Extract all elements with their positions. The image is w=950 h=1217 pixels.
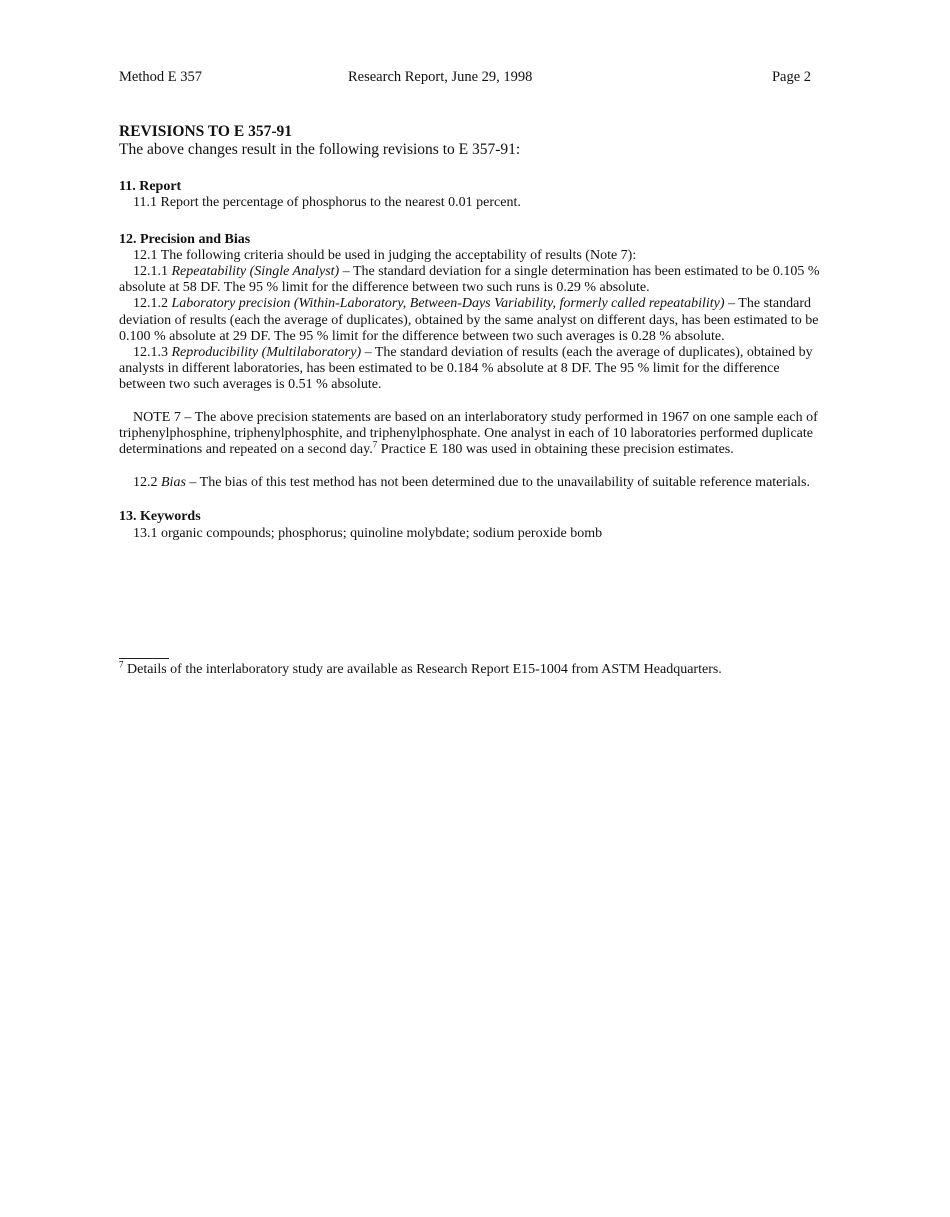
footnote-text: Details of the interlaboratory study are available as Research Report E15-1004 from ASTM Headquarters. [123,662,722,677]
lab-precision-paragraph [119,296,826,345]
header-page-number: Page 2 [771,69,811,85]
bias-text: – The bias of this test method has not been determined due to the unavailability of suitable reference materials. [185,475,810,491]
repeatability-term: Repeatability (Single Analyst) [171,264,340,280]
revisions-intro: The above changes result in the following revisions to E 357-91: [119,141,521,159]
precision-heading: 12. Precision and Bias [119,231,251,247]
note-7-text-a: NOTE 7 – The above precision statements are based on an interlaboratory study performed in 1967 on one sample each of triphenylphosphine, triphenylphosphite, and triphenylphosphate. One analyst in each of 10 laboratories performed duplicate determinations and repeated on a second day. [119,409,818,458]
header-report-date: Research Report, June 29, 1998 [348,69,533,85]
bias-number: 12.2 [133,475,161,491]
note-7-text-b: Practice E 180 was used in obtaining these precision estimates. [377,442,734,458]
bias-paragraph [119,475,826,491]
document-body [119,124,826,542]
repeatability-number: 12.1.1 [133,264,172,280]
report-heading: 11. Report [119,179,182,195]
reproducibility-term: Reproducibility (Multilaboratory) [171,345,362,361]
bias-term: Bias [161,475,186,491]
note-7-footnote-ref: 7 [372,439,378,450]
report-paragraph: 11.1 Report the percentage of phosphorus to the nearest 0.01 percent. [133,195,521,211]
keywords-paragraph: 13.1 organic compounds; phosphorus; quinoline molybdate; sodium peroxide bomb [133,525,603,541]
lab-precision-text: – The standard deviation of results (each the average of duplicates), obtained by the same analyst on different days, has been estimated to be 0.100 % absolute at 29 DF. The 95 % limit for the difference between two such averages is 0.28 % absolute. [119,296,819,344]
reproducibility-text: – The standard deviation of results (each the average of duplicates), obtained by analysts in different laboratories, has been estimated to be 0.184 % absolute at 8 DF. The 95 % limit for the difference between two such averages is 0.51 % absolute. [119,345,813,393]
header-method: Method E 357 [119,69,202,85]
repeatability-text: – The standard deviation for a single determination has been estimated to be 0.105 % absolute at 58 DF. The 95 % limit for the difference between two such runs is 0.29 % absolute. [119,264,820,296]
lab-precision-number: 12.1.2 [133,296,172,312]
lab-precision-term: Laboratory precision (Within-Laboratory, Between-Days Variability, formerly called repeatability) [171,296,725,312]
repeatability-paragraph [119,264,826,296]
reproducibility-paragraph [119,345,826,394]
note-7-paragraph [119,410,826,459]
revisions-heading: REVISIONS TO E 357-91 [119,123,292,140]
footnote [119,659,839,678]
footnote-marker: 7 [119,659,124,670]
keywords-heading: 13. Keywords [119,509,201,525]
footnote-divider [119,658,169,659]
reproducibility-number: 12.1.3 [133,345,172,361]
precision-criteria-paragraph: 12.1 The following criteria should be used in judging the acceptability of results (Note 7): [133,247,637,263]
